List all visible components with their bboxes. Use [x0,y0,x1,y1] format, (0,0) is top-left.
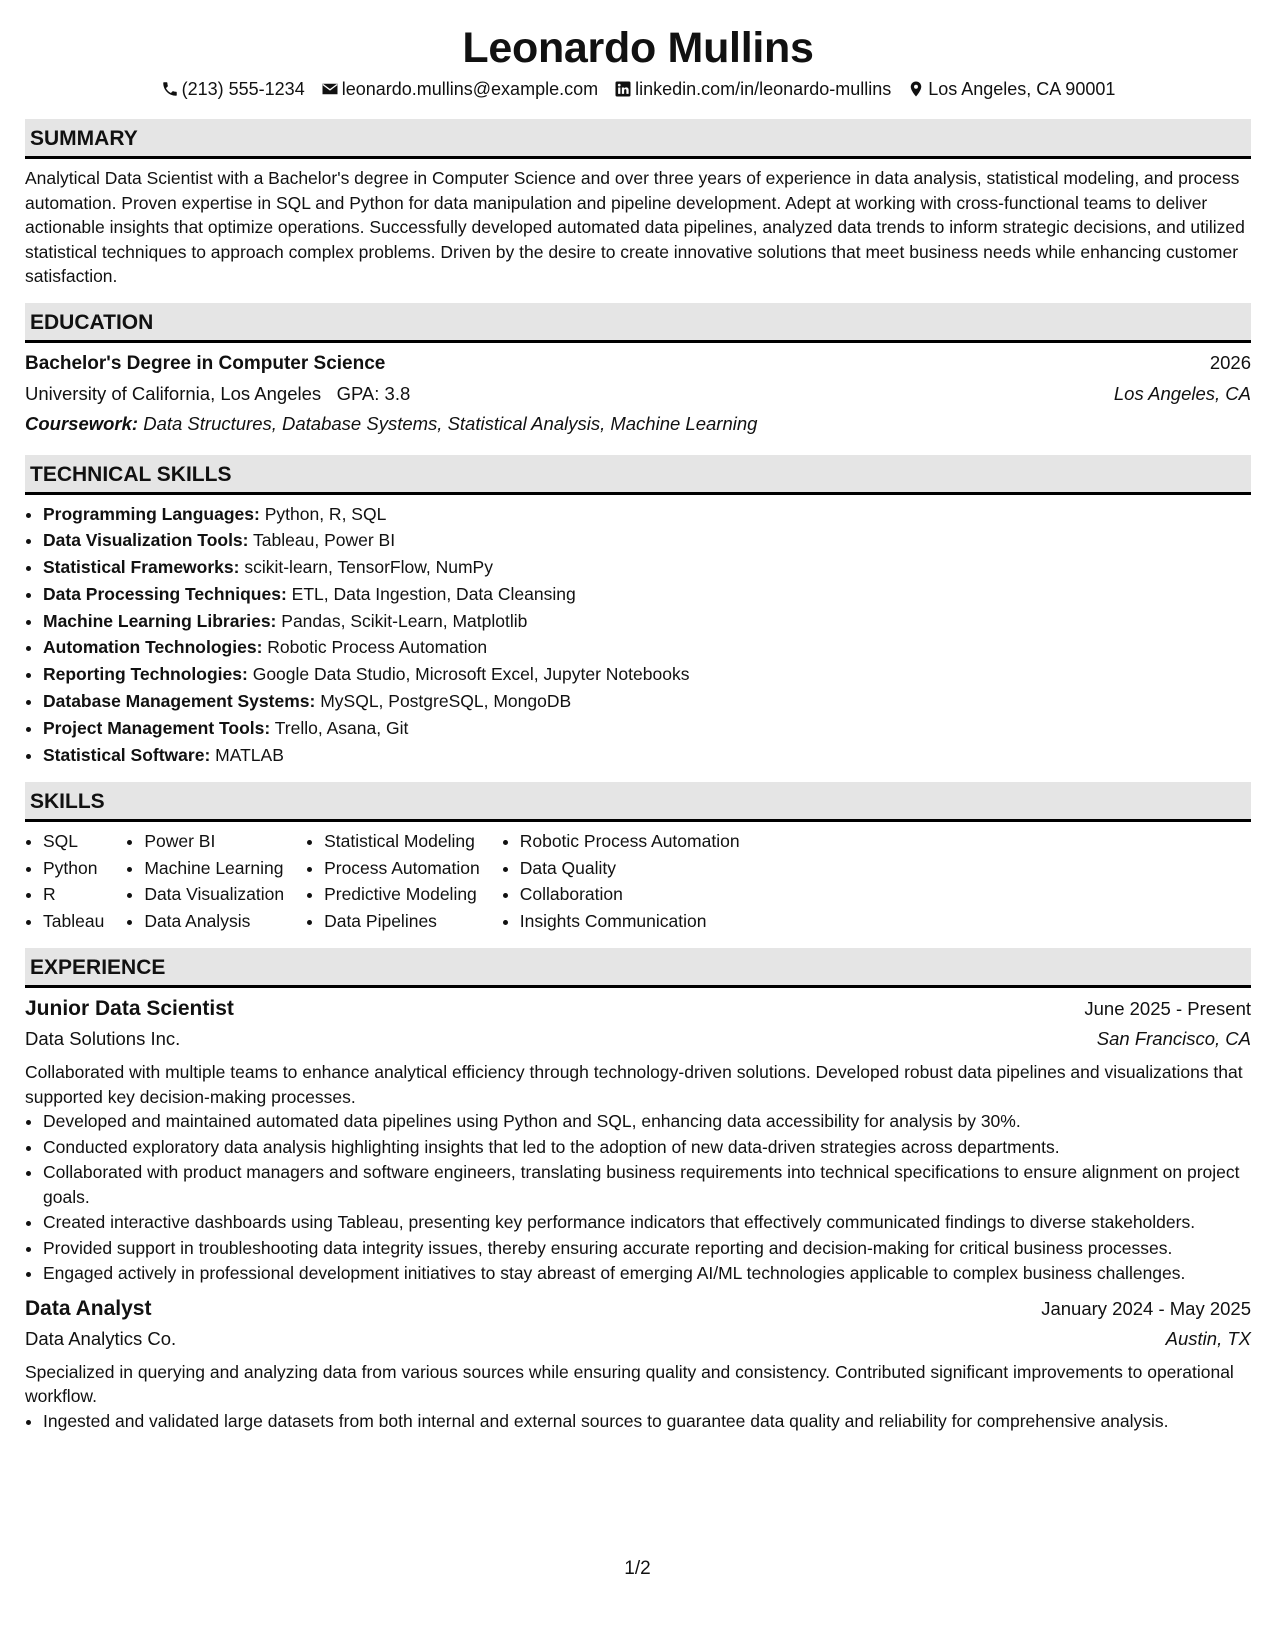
list-item: • Collaborated with product managers and software engineers, translating business requirements into technical specifications to ensure alignment on project goals. [43,1160,1251,1209]
list-item: • Conducted exploratory data analysis highlighting insights that led to the adoption of new data-driven strategies across departments. [43,1135,1251,1160]
skill-value: MySQL, PostgreSQL, MongoDB [320,691,572,712]
linkedin-icon [614,80,632,98]
list-item: • Data Analysis [144,908,284,935]
map-pin-icon [907,80,925,98]
degree-title: Bachelor's Degree in Computer Science [25,352,386,374]
linkedin-text: linkedin.com/in/leonardo-mullins [635,79,892,99]
job-entry [25,1294,1251,1434]
list-item [43,581,1251,608]
skill-label: Machine Learning Libraries: [43,610,277,631]
phone-icon [161,80,179,98]
list-item: • Predictive Modeling [324,881,480,908]
list-item [43,554,1251,581]
skill-value: Trello, Asana, Git [274,717,409,738]
skill-label: Database Management Systems: [43,691,316,712]
skill-label: Statistical Software: [43,744,211,765]
job-title: Data Analyst [25,1296,152,1320]
technical-skills-list [25,501,1251,769]
job-title-row [25,1294,1251,1324]
skill-value: scikit-learn, TensorFlow, NumPy [244,557,493,578]
list-item [43,715,1251,742]
job-title-row [25,994,1251,1024]
list-item: • Provided support in troubleshooting data integrity issues, thereby ensuring accurate reporting and decision-making for critical business processes. [43,1236,1251,1261]
technical-skills-heading: TECHNICAL SKILLS [25,455,1251,495]
candidate-name: Leonardo Mullins [462,24,814,72]
job-description: Specialized in querying and analyzing data from various sources while ensuring quality and consistency. Contributed significant improvements to operational workflow. [25,1361,1234,1407]
job-company-row [25,1324,1251,1354]
skill-label: Automation Technologies: [43,637,263,658]
skill-value: ETL, Data Ingestion, Data Cleansing [291,583,576,604]
summary-text: Analytical Data Scientist with a Bachelor's degree in Computer Science and over three years of experience in data analysis, statistical modeling, and process automation. Proven expertise in SQL and Python for data manipulation and pipeline development. Adept at working with cross-functional teams to deliver actionable insights that optimize operations. Successfully developed automated data pipelines, analyzed data trends to inform strategic decisions, and utilized statistical techniques to approach complex problems. Driven by the desire to create innovative solutions that meet business needs while enhancing customer satisfaction. [25,168,1245,286]
list-item: • Ingested and validated large datasets from both internal and external sources to guarantee data quality and reliability for comprehensive analysis. [43,1409,1251,1434]
coursework-line [25,409,1251,439]
contact-email[interactable] [321,76,598,102]
list-item [43,608,1251,635]
skill-label: Programming Languages: [43,503,260,524]
job-entry [25,994,1251,1286]
skill-value: Robotic Process Automation [267,637,488,658]
list-item: • SQL [43,828,104,855]
list-item: • Data Quality [520,855,740,882]
skills-column [306,828,480,934]
email-text: leonardo.mullins@example.com [341,79,599,99]
list-item [43,501,1251,528]
job-dates: January 2024 - May 2025 [1041,1297,1251,1319]
contact-location [907,76,1115,102]
skill-value: Python, R, SQL [264,503,387,524]
list-item: • Collaboration [520,881,740,908]
skill-value: Google Data Studio, Microsoft Excel, Jupyter Notebooks [252,664,690,685]
list-item: • Robotic Process Automation [520,828,740,855]
list-item: • Machine Learning [144,855,284,882]
school-name: University of California, Los Angeles [25,382,322,404]
job-location: San Francisco, CA [1096,1028,1251,1050]
contact-linkedin[interactable] [614,76,891,102]
location-text: Los Angeles, CA 90001 [928,79,1116,99]
skills-column [126,828,284,934]
skills-heading: SKILLS [25,782,1251,822]
job-company-row [25,1024,1251,1054]
list-item: • Tableau [43,908,104,935]
job-dates: June 2025 - Present [1084,998,1251,1020]
skill-label: Statistical Frameworks: [43,557,240,578]
summary-heading: SUMMARY [25,119,1251,159]
list-item [43,661,1251,688]
list-item: • Statistical Modeling [324,828,480,855]
list-item [43,527,1251,554]
coursework-list: Data Structures, Database Systems, Statistical Analysis, Machine Learning [143,412,758,434]
skill-label: Data Visualization Tools: [43,530,249,551]
list-item: • Engaged actively in professional development initiatives to stay abreast of emerging AI/ML technologies applicable to complex business challenges. [43,1261,1251,1286]
coursework-label: Coursework: [25,412,139,434]
envelope-icon [321,80,339,98]
job-location: Austin, TX [1165,1327,1251,1349]
education-school-row [25,379,1251,409]
skills-column [502,828,740,934]
job-bullets [25,1409,1251,1434]
list-item: • R [43,881,104,908]
list-item: • Python [43,855,104,882]
education-degree-row [25,348,1251,379]
job-title: Junior Data Scientist [25,997,234,1021]
skill-value: Tableau, Power BI [253,530,396,551]
education-heading: EDUCATION [25,303,1251,343]
phone-text: (213) 555-1234 [181,79,305,99]
list-item [43,742,1251,769]
skill-label: Data Processing Techniques: [43,583,287,604]
skill-label: Reporting Technologies: [43,664,248,685]
contact-phone [161,76,305,102]
contact-bar [25,76,1251,102]
skill-label: Project Management Tools: [43,717,271,738]
school-line [25,379,410,409]
experience-heading: EXPERIENCE [25,948,1251,988]
skills-columns [25,828,1251,934]
job-company: Data Analytics Co. [25,1327,177,1349]
list-item [43,634,1251,661]
list-item: • Insights Communication [520,908,740,935]
skill-value: MATLAB [215,744,284,765]
page-number: 1/2 [624,1558,651,1579]
job-bullets [25,1109,1251,1286]
list-item: • Data Visualization [144,881,284,908]
school-location: Los Angeles, CA [1113,382,1251,404]
list-item: • Developed and maintained automated data pipelines using Python and SQL, enhancing data accessibility for analysis by 30%. [43,1109,1251,1134]
list-item [43,688,1251,715]
list-item: • Process Automation [324,855,480,882]
skills-column [25,828,104,934]
job-description: Collaborated with multiple teams to enhance analytical efficiency through technology-driven solutions. Developed robust data pipelines and visualizations that supported key decision-making processes. [25,1062,1243,1107]
list-item: • Power BI [144,828,284,855]
list-item: • Data Pipelines [324,908,480,935]
graduation-year: 2026 [1209,351,1251,373]
job-company: Data Solutions Inc. [25,1028,181,1050]
list-item: • Created interactive dashboards using Tableau, presenting key performance indicators that effectively communicated findings to diverse stakeholders. [43,1210,1251,1235]
resume-page [25,22,1251,1441]
skill-value: Pandas, Scikit-Learn, Matplotlib [281,610,528,631]
gpa: GPA: 3.8 [336,382,411,404]
